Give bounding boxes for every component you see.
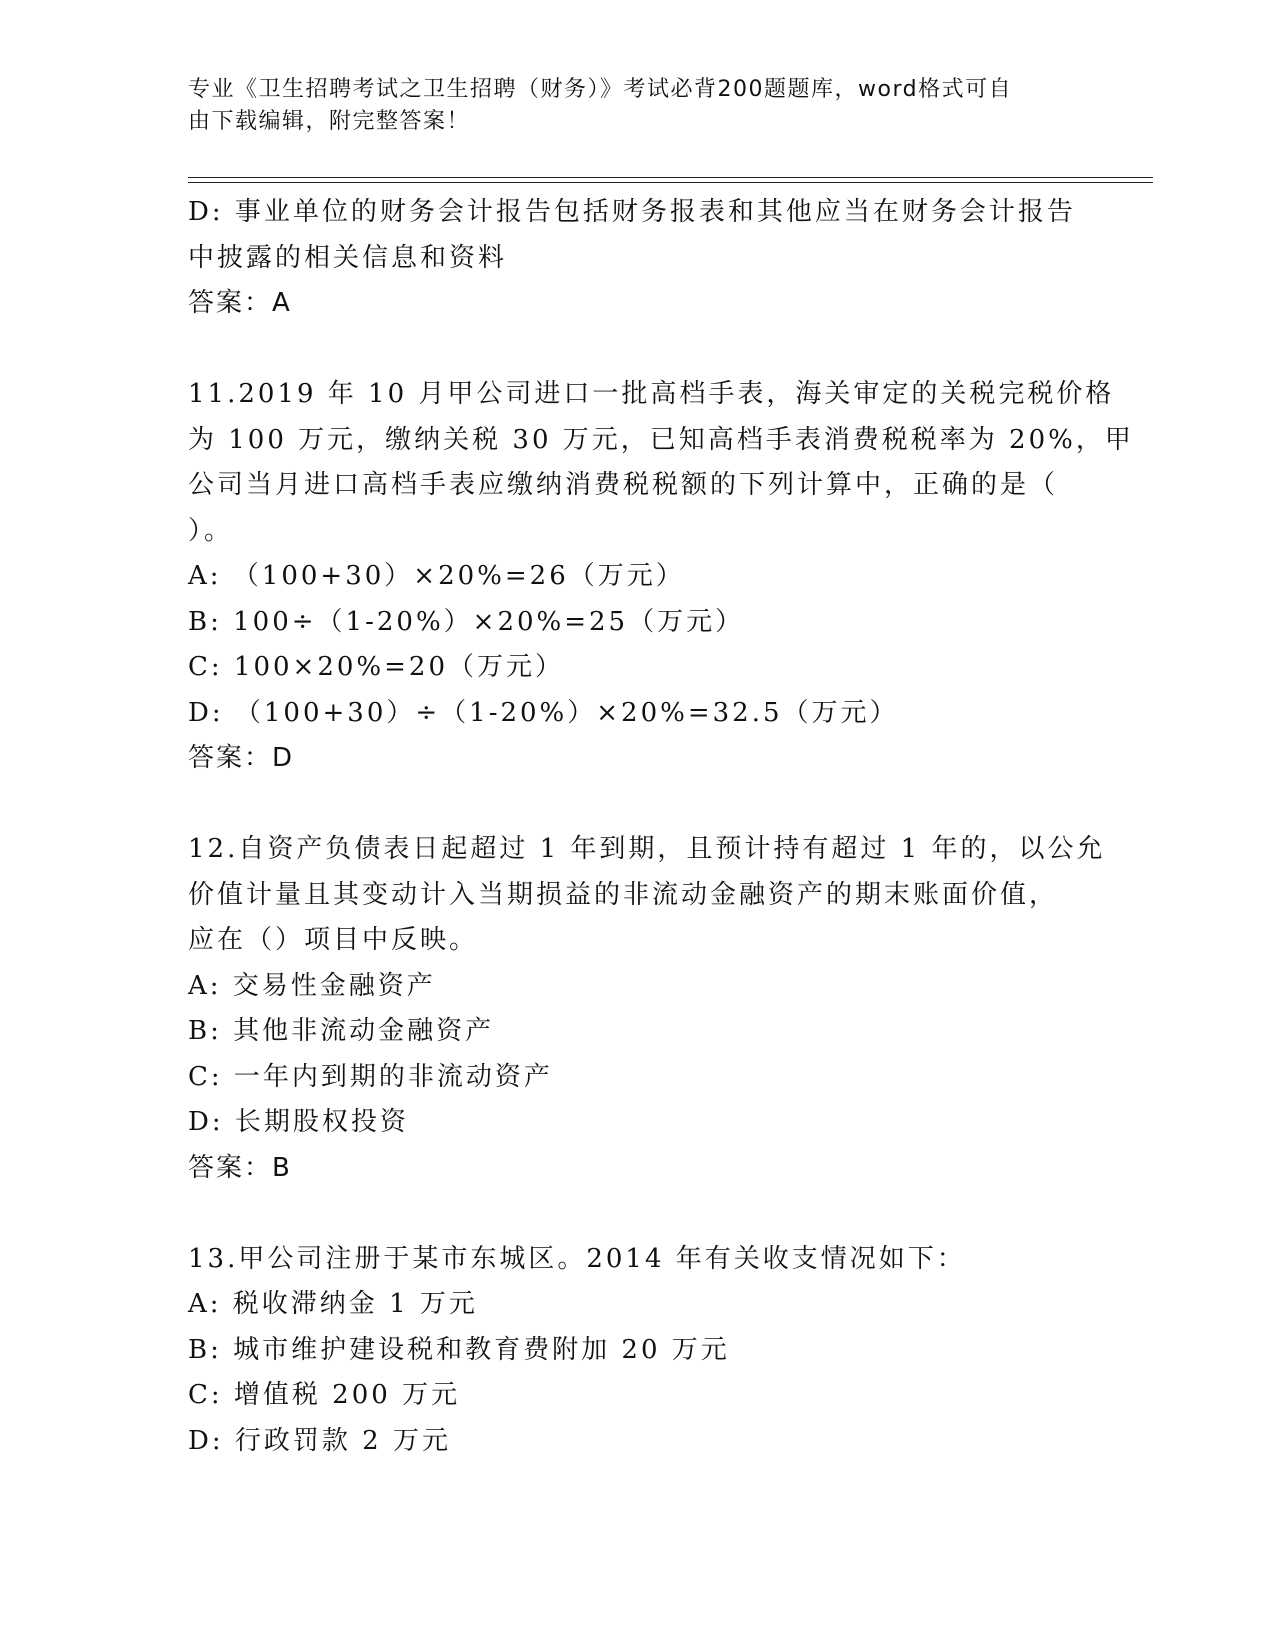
spacer: [188, 327, 1088, 373]
option-a: A: （100+30）×20%=26（万元）: [188, 561, 685, 591]
spacer: [188, 782, 1088, 828]
spacer: [188, 1191, 1088, 1237]
option-d: D: （100+30）÷（1-20%）×20%=32.5（万元）: [188, 697, 899, 728]
option-c: C: 增值税 200 万元: [188, 1380, 461, 1410]
question-stem-line-1: 12.自资产负债表日起超过 1 年到期，且预计持有超过 1 年的，以公允: [188, 834, 1106, 864]
option-b: B: 其他非流动金融资产: [188, 1016, 495, 1046]
question-10-continued: [188, 190, 1088, 327]
option-a: A: 税收滞纳金 1 万元: [188, 1289, 478, 1319]
question-stem-line-2: 价值计量且其变动计入当期损益的非流动金融资产的期末账面价值，: [188, 879, 1059, 910]
header-line-1: 专业《卫生招聘考试之卫生招聘（财务）》考试必背200题题库，word格式可自: [188, 77, 1013, 102]
answer-line: 答案：B: [188, 1152, 292, 1183]
option-b: B: 城市维护建设税和教育费附加 20 万元: [188, 1334, 730, 1365]
option-d-line-2: 中披露的相关信息和资料: [188, 242, 508, 273]
option-d: D: 行政罚款 2 万元: [188, 1425, 451, 1456]
option-d-line-1: D: 事业单位的财务会计报告包括财务报表和其他应当在财务会计报告: [188, 197, 1076, 227]
answer-line: 答案：D: [188, 743, 295, 773]
header-line-2: 由下载编辑，附完整答案！: [188, 109, 471, 134]
question-12: [188, 827, 1106, 1191]
option-b: B: 100÷（1-20%）×20%=25（万元）: [188, 606, 745, 637]
document-header: [188, 74, 1088, 138]
question-13: [188, 1237, 1088, 1465]
question-stem-line-2: 为 100 万元，缴纳关税 30 万元，已知高档手表消费税税率为 20%，甲: [188, 424, 1134, 455]
question-stem-line-3: 公司当月进口高档手表应缴纳消费税税额的下列计算中，正确的是（: [188, 470, 1059, 500]
document-body: [188, 190, 1134, 1464]
question-stem-line-3: 应在（）项目中反映。: [188, 925, 479, 955]
answer-line: 答案：A: [188, 288, 292, 318]
question-stem-line-1: 11.2019 年 10 月甲公司进口一批高档手表，海关审定的关税完税价格: [188, 379, 1115, 409]
question-11: [188, 372, 1134, 782]
header-rule-bottom: [188, 182, 1153, 183]
question-stem-line-4: ）。: [188, 515, 234, 546]
option-c: C: 100×20%=20（万元）: [188, 652, 564, 682]
question-stem-line-1: 13.甲公司注册于某市东城区。2014 年有关收支情况如下：: [188, 1243, 966, 1274]
option-d: D: 长期股权投资: [188, 1107, 409, 1137]
option-a: A: 交易性金融资产: [188, 970, 436, 1001]
header-rule-top: [188, 177, 1153, 178]
option-c: C: 一年内到期的非流动资产: [188, 1061, 553, 1092]
